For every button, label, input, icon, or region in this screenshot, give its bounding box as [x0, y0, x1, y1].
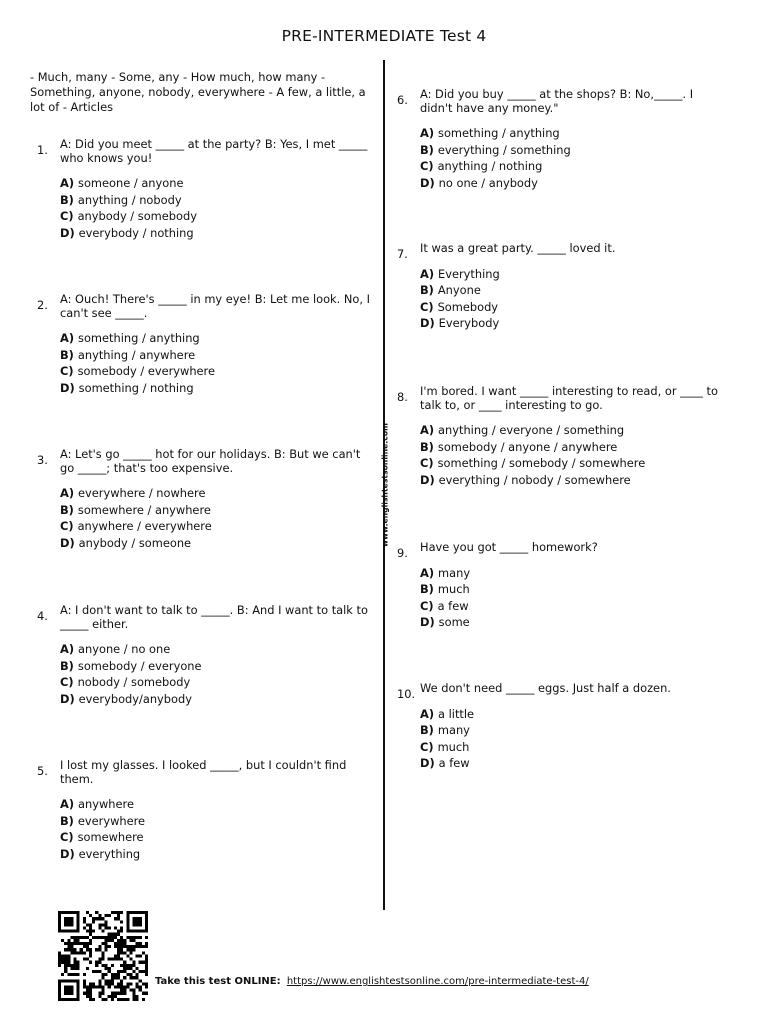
question-5: [37, 759, 377, 862]
option-text: everything / something: [437, 142, 571, 157]
question-stem: We don't need _____ eggs. Just half a dozen.: [420, 681, 671, 695]
option-a[interactable]: [60, 485, 377, 502]
option-text: something / nothing: [78, 380, 194, 395]
question-10: [397, 682, 727, 772]
option-letter: C): [420, 159, 434, 173]
option-c[interactable]: [60, 829, 377, 846]
option-c[interactable]: [420, 598, 727, 615]
option-c[interactable]: [60, 363, 377, 380]
option-letter: A): [420, 565, 435, 580]
option-text: everywhere / nowhere: [78, 486, 206, 500]
option-a[interactable]: [60, 796, 377, 813]
page-title: PRE-INTERMEDIATE Test 4: [281, 27, 487, 45]
options-list: [420, 125, 727, 191]
question-number: 6.: [397, 92, 408, 107]
option-text: Somebody: [437, 299, 499, 314]
option-letter: C): [60, 519, 74, 533]
option-letter: D): [60, 380, 75, 395]
option-d[interactable]: [420, 614, 727, 631]
option-a[interactable]: [420, 125, 727, 142]
question-number: 7.: [397, 246, 408, 261]
topics-list: - Much, many - Some, any - How much, how many - Something, anyone, nobody, everywhere - A few, a little, a lot of - Articles: [30, 70, 366, 114]
question-stem: A: Let's go _____ hot for our holidays. B: But we can't go _____; that's too expensive.: [60, 447, 361, 475]
option-letter: D): [60, 691, 75, 706]
option-c[interactable]: [420, 739, 727, 756]
option-text: Anyone: [437, 283, 481, 297]
option-text: no one / anybody: [438, 175, 538, 190]
option-letter: C): [60, 830, 74, 844]
option-text: anyone / no one: [78, 642, 171, 656]
question-stem: A: Did you buy _____ at the shops? B: No,_____. I didn't have any money.": [420, 87, 694, 115]
option-text: something / somebody / somewhere: [437, 456, 646, 470]
option-d[interactable]: [420, 472, 727, 489]
option-letter: A): [420, 126, 435, 140]
option-text: everything / nobody / somewhere: [438, 472, 631, 487]
option-a[interactable]: [420, 266, 727, 283]
question-3: [37, 448, 377, 551]
option-letter: A): [420, 423, 435, 437]
option-text: somebody / anyone / anywhere: [437, 439, 618, 454]
option-c[interactable]: [60, 208, 377, 225]
option-text: nobody / somebody: [77, 675, 191, 689]
option-text: many: [438, 565, 471, 580]
option-letter: B): [60, 502, 74, 517]
option-a[interactable]: [60, 330, 377, 347]
option-letter: B): [60, 813, 74, 828]
site-url-text: www.englishtestsonline.com: [380, 422, 390, 548]
question-number: 1.: [37, 142, 48, 157]
footer: [155, 976, 589, 987]
option-text: someone / anyone: [78, 176, 184, 190]
option-text: some: [438, 615, 470, 629]
option-text: everybody/anybody: [78, 691, 192, 706]
question-1: [37, 138, 377, 241]
option-b[interactable]: [60, 658, 377, 675]
option-c[interactable]: [420, 299, 727, 316]
option-c[interactable]: [60, 518, 377, 535]
option-d[interactable]: [60, 691, 377, 708]
option-b[interactable]: [60, 502, 377, 519]
option-letter: D): [60, 225, 75, 240]
question-stem: It was a great party. _____ loved it.: [420, 241, 616, 255]
question-7: [397, 242, 727, 332]
question-stem: A: Ouch! There's _____ in my eye! B: Let me look. No, I can't see _____.: [60, 292, 370, 320]
option-a[interactable]: [60, 641, 377, 658]
question-number: 3.: [37, 452, 48, 467]
option-text: everywhere: [77, 813, 146, 828]
option-c[interactable]: [420, 158, 727, 175]
option-letter: C): [420, 299, 434, 314]
option-letter: C): [420, 598, 434, 613]
option-a[interactable]: [420, 422, 727, 439]
option-text: everything: [78, 846, 141, 861]
option-letter: B): [60, 347, 74, 362]
test-online-link[interactable]: https://www.englishtestsonline.com/pre-intermediate-test-4/: [286, 976, 589, 987]
option-text: much: [437, 739, 470, 754]
option-letter: B): [60, 658, 74, 673]
option-a[interactable]: [60, 175, 377, 192]
option-letter: C): [60, 209, 74, 223]
option-text: anything / anywhere: [77, 347, 196, 362]
option-d[interactable]: [60, 846, 377, 863]
option-text: a little: [438, 706, 475, 721]
question-number: 2.: [37, 297, 48, 312]
option-d[interactable]: [420, 755, 727, 772]
option-text: much: [437, 582, 470, 596]
option-b[interactable]: [60, 192, 377, 209]
options-list: [420, 422, 727, 488]
question-8: [397, 385, 727, 488]
option-letter: A): [60, 176, 75, 190]
option-text: something / anything: [438, 126, 560, 140]
question-6: [397, 88, 727, 191]
option-text: anywhere: [78, 797, 134, 811]
option-text: many: [437, 723, 470, 737]
option-d[interactable]: [60, 225, 377, 242]
option-letter: C): [60, 675, 74, 689]
option-text: anybody / someone: [78, 535, 192, 550]
question-stem: I lost my glasses. I looked _____, but I couldn't find them.: [60, 758, 347, 786]
option-letter: D): [60, 535, 75, 550]
question-number: 8.: [397, 389, 408, 404]
options-list: [420, 565, 727, 631]
options-list: [420, 706, 727, 772]
option-text: anywhere / everywhere: [77, 519, 212, 533]
option-letter: A): [420, 266, 435, 281]
option-b[interactable]: [420, 439, 727, 456]
question-4: [37, 604, 377, 707]
qr-code-icon[interactable]: [58, 911, 148, 1001]
option-c[interactable]: [420, 455, 727, 472]
option-b[interactable]: [60, 347, 377, 364]
option-letter: D): [60, 846, 75, 861]
option-text: everybody / nothing: [78, 225, 194, 240]
option-b[interactable]: [420, 282, 727, 299]
option-letter: D): [420, 175, 435, 190]
option-b[interactable]: [420, 142, 727, 159]
question-stem: A: Did you meet _____ at the party? B: Yes, I met _____ who knows you!: [60, 137, 368, 165]
option-letter: D): [420, 472, 435, 487]
option-letter: A): [60, 642, 75, 656]
option-letter: B): [420, 142, 434, 157]
option-letter: B): [420, 582, 434, 596]
option-letter: A): [60, 797, 75, 811]
option-d[interactable]: [60, 380, 377, 397]
question-stem: Have you got _____ homework?: [420, 540, 598, 554]
option-letter: B): [420, 723, 434, 737]
option-letter: C): [60, 364, 74, 378]
option-letter: C): [420, 456, 434, 470]
question-stem: I'm bored. I want _____ interesting to read, or ____ to talk to, or ____ interesting to go.: [420, 384, 718, 412]
option-letter: A): [420, 706, 435, 721]
option-letter: D): [420, 316, 435, 330]
option-d[interactable]: [420, 315, 727, 332]
option-a[interactable]: [420, 565, 727, 582]
option-letter: D): [420, 756, 435, 770]
option-c[interactable]: [60, 674, 377, 691]
option-d[interactable]: [60, 535, 377, 552]
option-letter: B): [60, 192, 74, 207]
option-b[interactable]: [60, 813, 377, 830]
option-d[interactable]: [420, 175, 727, 192]
options-list: [60, 485, 377, 551]
options-list: [60, 175, 377, 241]
option-b[interactable]: [420, 581, 727, 598]
option-text: a few: [437, 598, 469, 613]
question-number: 10.: [397, 686, 416, 701]
option-b[interactable]: [420, 722, 727, 739]
option-letter: A): [60, 331, 75, 345]
question-number: 5.: [37, 763, 48, 778]
option-text: somewhere / anywhere: [77, 502, 211, 517]
option-text: anything / nothing: [437, 159, 543, 173]
question-9: [397, 541, 727, 631]
option-letter: A): [60, 486, 75, 500]
options-list: [60, 796, 377, 862]
option-text: somebody / everywhere: [77, 364, 215, 378]
option-text: somewhere: [77, 830, 144, 844]
option-text: Everybody: [438, 316, 500, 330]
option-text: anything / everyone / something: [438, 423, 625, 437]
option-text: Everything: [438, 266, 500, 281]
question-number: 4.: [37, 608, 48, 623]
option-text: anything / nobody: [77, 192, 182, 207]
question-number: 9.: [397, 545, 408, 560]
question-stem: A: I don't want to talk to _____. B: And I want to talk to _____ either.: [60, 603, 368, 631]
option-text: somebody / everyone: [77, 658, 202, 673]
option-letter: D): [420, 615, 435, 629]
option-text: anybody / somebody: [77, 209, 197, 223]
option-text: a few: [438, 756, 470, 770]
options-list: [420, 266, 727, 332]
footer-label: Take this test ONLINE:: [155, 976, 281, 987]
option-text: something / anything: [78, 331, 200, 345]
question-2: [37, 293, 377, 396]
options-list: [60, 641, 377, 707]
options-list: [60, 330, 377, 396]
option-letter: B): [420, 283, 434, 297]
option-letter: C): [420, 739, 434, 754]
option-letter: B): [420, 439, 434, 454]
option-a[interactable]: [420, 706, 727, 723]
